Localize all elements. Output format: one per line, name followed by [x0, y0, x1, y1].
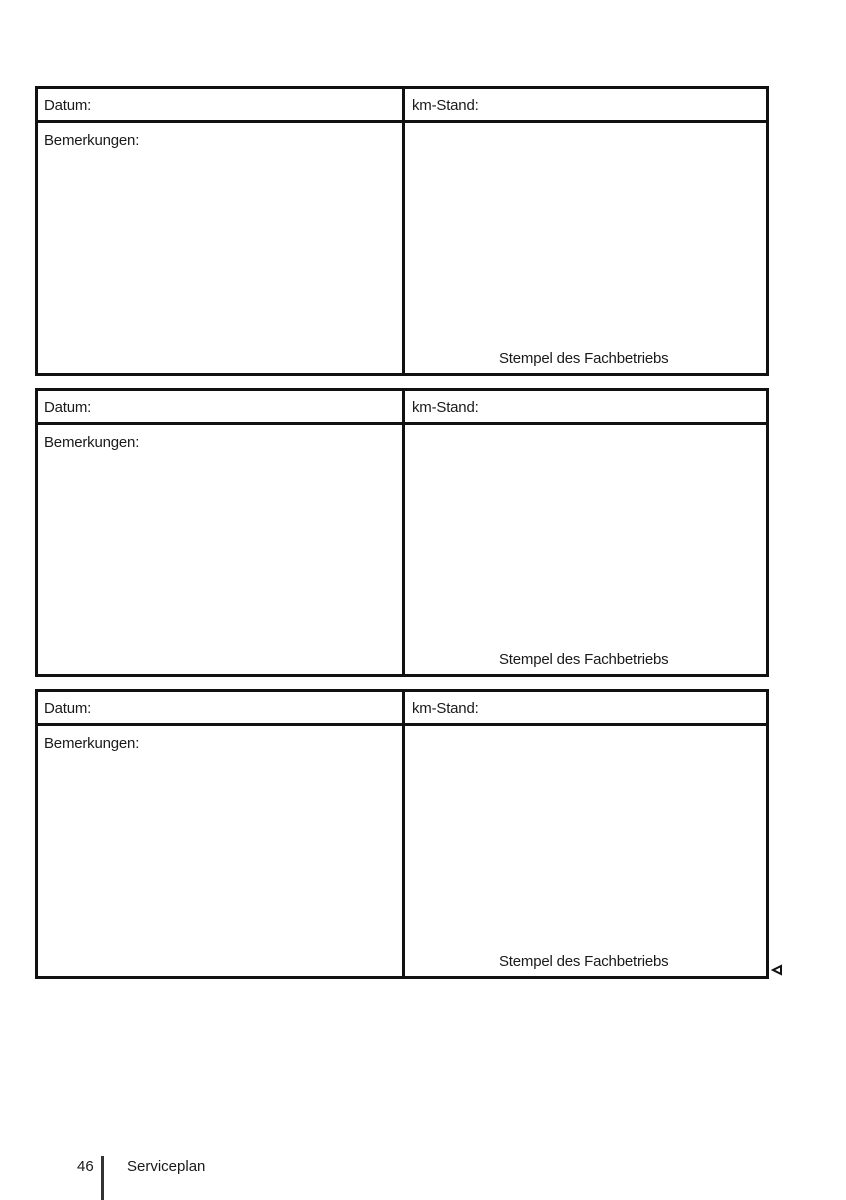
mileage-field-label: km-Stand: — [412, 399, 479, 416]
footer-divider — [101, 1156, 104, 1200]
section-title: Serviceplan — [127, 1158, 206, 1175]
column-divider — [402, 89, 405, 373]
page-number: 46 — [77, 1158, 94, 1175]
workshop-stamp-label: Stempel des Fachbetriebs — [499, 953, 669, 970]
remarks-field-label: Bemerkungen: — [44, 735, 140, 752]
workshop-stamp-label: Stempel des Fachbetriebs — [499, 651, 669, 668]
mileage-field-label: km-Stand: — [412, 700, 479, 717]
remarks-field-label: Bemerkungen: — [44, 434, 140, 451]
date-field-label: Datum: — [44, 97, 92, 114]
service-entry — [35, 388, 769, 677]
date-field-label: Datum: — [44, 399, 92, 416]
service-entry — [35, 689, 769, 979]
date-field-label: Datum: — [44, 700, 92, 717]
column-divider — [402, 391, 405, 674]
remarks-field-label: Bemerkungen: — [44, 132, 140, 149]
service-entry — [35, 86, 769, 376]
triangle-left-icon — [771, 964, 783, 976]
mileage-field-label: km-Stand: — [412, 97, 479, 114]
workshop-stamp-label: Stempel des Fachbetriebs — [499, 350, 669, 367]
column-divider — [402, 692, 405, 976]
